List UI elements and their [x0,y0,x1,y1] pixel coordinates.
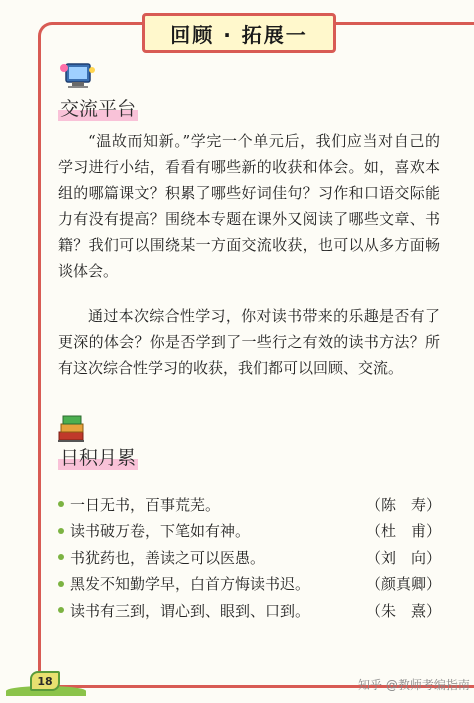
quote-list [58,491,450,624]
quote-row [58,597,450,624]
section-heading-accumulate: 日积月累 [58,443,138,470]
paragraph-2: 通过本次综合性学习，你对读书带来的乐趣是否有了更深的体会？你是否学到了一些行之有效的读书方法？所有这次综合性学习的收获，我们都可以回顾、交流。 [58,307,440,377]
quote-author: （朱 熹） [366,601,442,620]
section-heading-exchange: 交流平台 [58,94,138,121]
quote-row [58,544,450,571]
quote-author: （刘 向） [366,548,442,567]
watermark: 知乎 @教师考编指南 [358,678,470,692]
bullet-dot-icon [58,528,64,534]
quote-row [58,518,450,545]
bullet-dot-icon [58,607,64,613]
computer-chat-icon [60,60,96,90]
bullet-dot-icon [58,554,64,560]
books-icon [56,412,86,444]
quote-text: 黑发不知勤学早，白首方悔读书迟。 [70,575,311,594]
bullet-dot-icon [58,501,64,507]
quote-text: 一日无书，百事荒芜。 [70,495,221,514]
quote-row [58,491,450,518]
quote-row [58,571,450,598]
paragraph-1: “温故而知新。”学完一个单元后，我们应当对自己的学习进行小结，看看有哪些新的收获和体会。如，喜欢本组的哪篇课文？积累了哪些好词佳句？习作和口语交际能力有没有提高？围绕本专题在课外又阅读了哪些文章、书籍？我们可以围绕某一方面交流收获，也可以从多方面畅谈体会。 [58,132,440,280]
quote-text: 读书有三到，谓心到、眼到、口到。 [70,601,311,620]
bullet-dot-icon [58,581,64,587]
quote-author: （陈 寿） [366,495,442,514]
quote-text: 读书破万卷，下笔如有神。 [70,522,251,541]
quote-author: （杜 甫） [366,522,442,541]
page-number: 18 [30,671,60,691]
page-title: 回顾 · 拓展一 [142,13,336,53]
quote-text: 书犹药也，善读之可以医愚。 [70,548,266,567]
quote-author: （颜真卿） [366,575,442,594]
